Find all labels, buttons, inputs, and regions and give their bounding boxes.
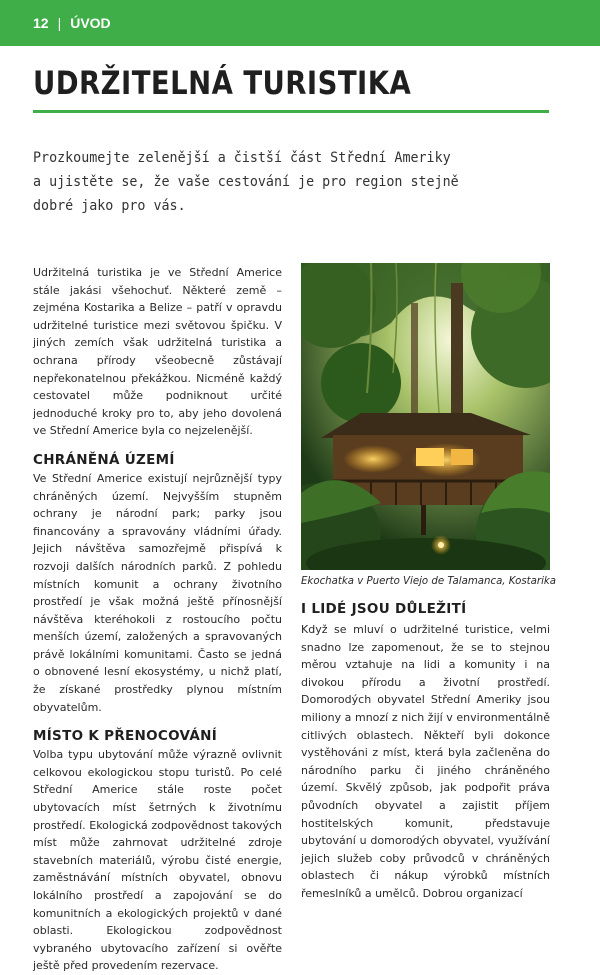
heading-protected-areas: CHRÁNĚNÁ ÚZEMÍ (33, 451, 175, 468)
page-title: UDRŽITELNÁ TURISTIKA (33, 64, 412, 102)
eco-lodge-photo (301, 263, 550, 570)
paragraph-accommodation: Volba typu ubytování může výrazně ovlivnit celkovou ekologickou stopu turistů. Po celé Střední Americe stále roste počet ubytovacích míst šetrných k životnímu prostředí. Ekologická zodpovědnost takových míst může zahrnovat udržitelné zdroje stavebních materiálů, výrobu čisté energie, zaměstnávání místních obyvatel, obnovu lokálního prostředí a zapojování se do komunitních a ekologických projektů v dané oblasti. Ekologickou zodpovědnost vybraného ubytovacího zařízení si ověřte ještě před provedením rezervace. (33, 748, 282, 973)
paragraph-people-matter: Když se mluví o udržitelné turistice, velmi snadno lze zapomenout, že se to stejnou měrou vztahuje na lidi a komunity i na divokou přírodu a životní prostředí. Domorodých obyvatel Střední Ameriky jsou miliony a mnozí z nich žijí v environmentálně citlivých oblastech. Někteří byli dokonce vystěhováni z míst, která byla začleněna do národního parku či jiného chráněného území. Skvělý způsob, jak podpořit práva původních obyvatel a zajistit příjem hostitelských komunit, představuje ubytování u domorodých obyvatel, využívání jejich služeb coby průvodců v chráněných oblastech či nákup výrobků místních řemeslníků a umělců. Dobrou organizací (301, 623, 550, 900)
paragraph-protected-areas: Ve Střední Americe existují nejrůznější typy chráněných území. Nejvyšším stupněm ochrany je národní park; parky jsou financovány a spravovány vládními úřady. Jejich návštěva samozřejmě přispívá k rozvoji dalších národních parků. Z pohledu místních komunit a ochrany životního prostředí je však možná ještě přínosnější návštěva kteréhokoli z rostoucího počtu menších území, založených a spravovaných právě lokálními komunitami. Často se jedná o obnovené lesní ekosystémy, u nichž platí, že získané prostředky plynou místním obyvatelům. (33, 471, 282, 714)
left-column (33, 264, 282, 975)
paragraph-sustainable-tourism: Udržitelná turistika je ve Střední Americe stále jakási všehochuť. Některé země – zejména Kostarika a Belize – patří v opravdu udržitelné turistice mezi světovou špičku. V jiných zemích však udržitelná turistika a ochrana přírody všeobecně zůstávají nepřekonatelnou překážkou. Nicméně každý cestovatel může podniknout určité jednoduché kroky pro to, aby jeho dovolená ve Střední Americe byla co nejzelenější. (33, 266, 282, 438)
header-divider: | (57, 15, 62, 31)
right-column (301, 600, 550, 903)
heading-people-matter: I LIDÉ JSOU DŮLEŽITÍ (301, 601, 467, 617)
intro-text: Prozkoumejte zelenější a čistší část Střední Ameriky a ujistěte se, že vaše cestování je pro region stejně dobré jako pro vás. (33, 150, 459, 214)
title-underline (33, 110, 549, 113)
heading-accommodation: MÍSTO K PŘENOCOVÁNÍ (33, 728, 218, 745)
section-name: ÚVOD (70, 15, 111, 31)
page-number: 12 (33, 15, 49, 31)
photo-caption: Ekochatka v Puerto Viejo de Talamanca, Kostarika (301, 576, 557, 587)
running-header (0, 0, 600, 46)
